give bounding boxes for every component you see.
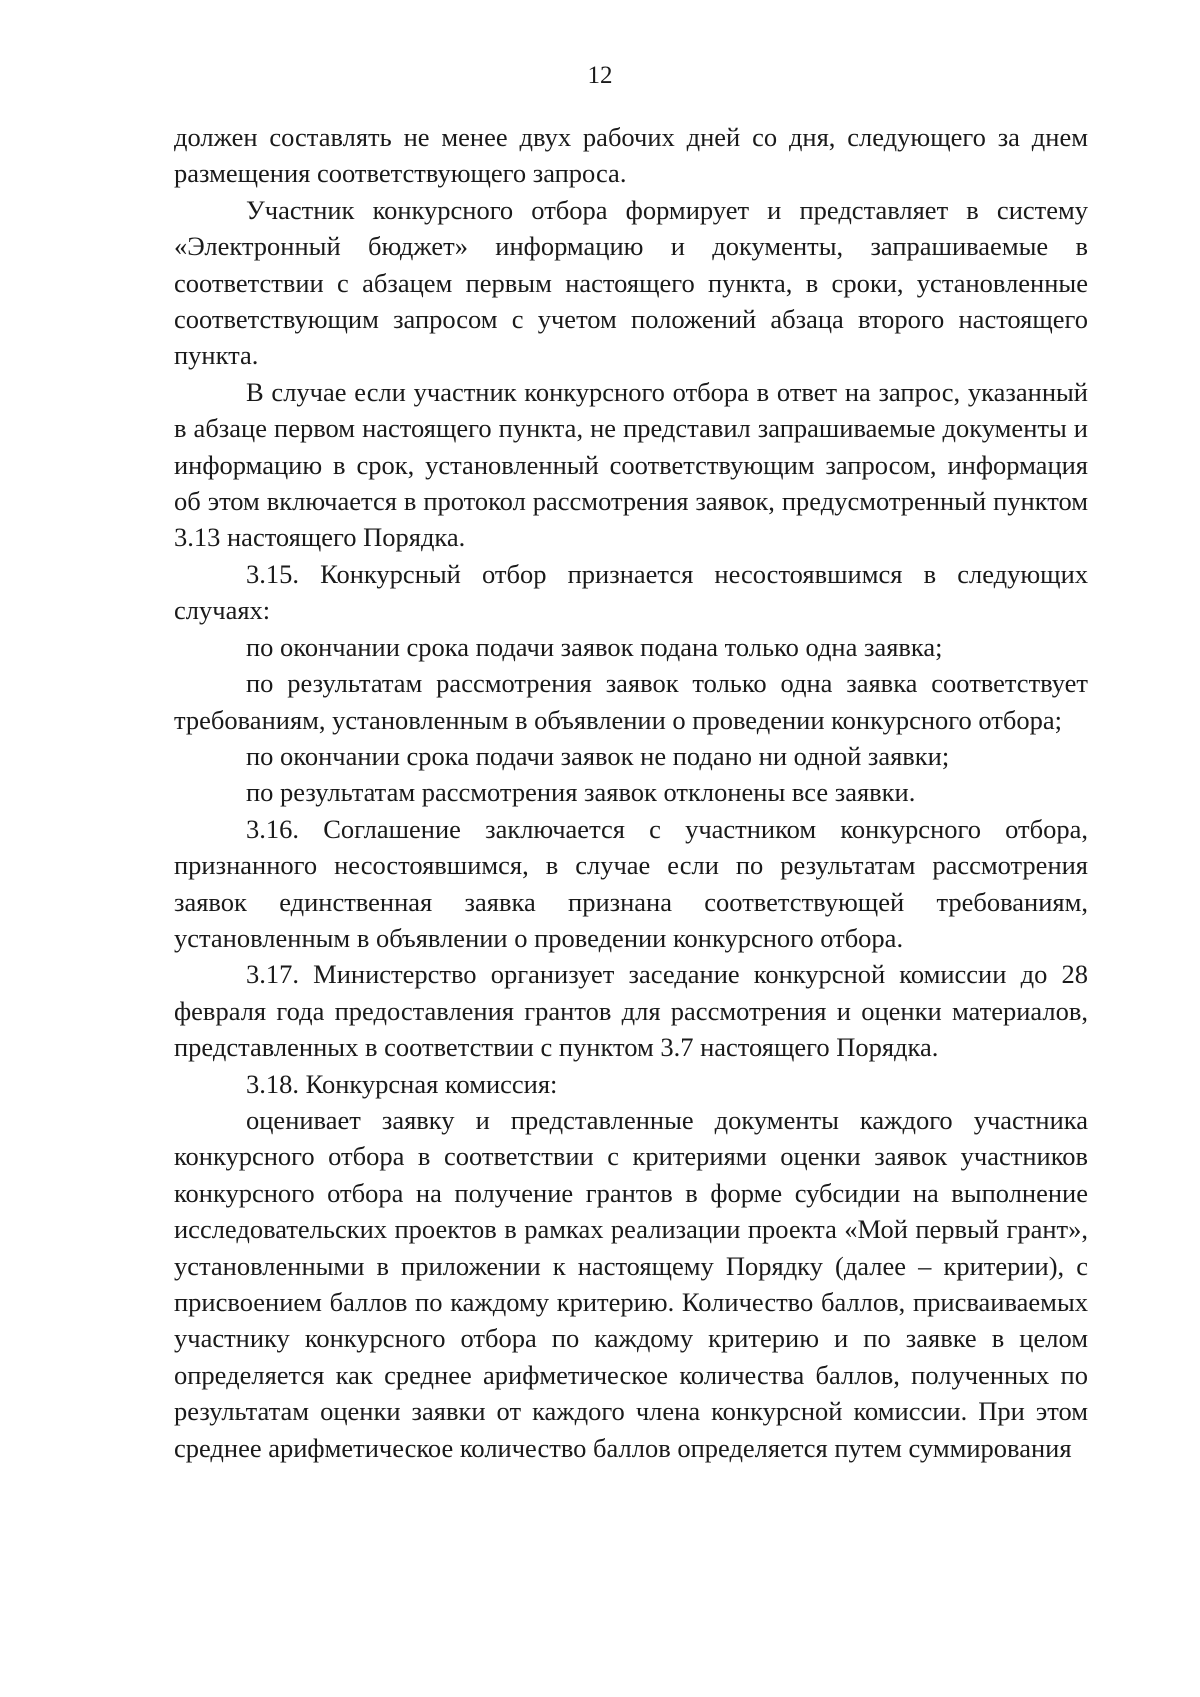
paragraph-3-16: 3.16. Соглашение заключается с участником конкурсного отбора, признанного несостоявшимся, в случае если по результатам рассмотрения заявок единственная заявка признана соответствующей требованиям, установленным в объявлении о проведении конкурсного отбора. bbox=[174, 813, 1088, 953]
list-item-no-applications: по окончании срока подачи заявок не подано ни одной заявки; bbox=[246, 740, 950, 771]
paragraph-3-15: 3.15. Конкурсный отбор признается несостоявшимся в следующих случаях: bbox=[174, 558, 1088, 626]
page-number: 12 bbox=[587, 62, 613, 89]
paragraph-not-submitted: В случае если участник конкурсного отбора в ответ на запрос, указанный в абзаце первом настоящего пункта, не представил запрашиваемые документы и информацию в срок, установленный соответствующим запросом, информация об этом включается в протокол рассмотрения заявок, предусмотренный пунктом 3.13 настоящего Порядка. bbox=[174, 376, 1088, 553]
paragraph-3-17: 3.17. Министерство организует заседание конкурсной комиссии до 28 февраля года предоставления грантов для рассмотрения и оценки материалов, представленных в соответствии с пунктом 3.7 настоящего Порядка. bbox=[174, 959, 1088, 1063]
paragraph-participant-submits: Участник конкурсного отбора формирует и представляет в систему «Электронный бюджет» информацию и документы, запрашиваемые в соответствии с абзацем первым настоящего пункта, в сроки, установленные соответствующим запросом с учетом положений абзаца второго настоящего пункта. bbox=[174, 194, 1088, 371]
list-item-one-compliant: по результатам рассмотрения заявок только одна заявка соответствует требованиям, установленным в объявлении о проведении конкурсного отбора; bbox=[174, 668, 1088, 735]
paragraph-continuation: должен составлять не менее двух рабочих дней со дня, следующего за днем размещения соответствующего запроса. bbox=[174, 122, 1088, 189]
paragraph-3-18: 3.18. Конкурсная комиссия: bbox=[246, 1068, 558, 1099]
paragraph-evaluation: оценивает заявку и представленные документы каждого участника конкурсного отбора в соответствии с критериями оценки заявок участников конкурсного отбора на получение грантов в форме субсидии на выполнение исследовательских проектов в рамках реализации проекта «Мой первый грант», установленными в приложении к настоящему Порядку (далее – критерии), с присвоением баллов по каждому критерию. Количество баллов, присваиваемых участнику конкурсного отбора по каждому критерию и по заявке в целом определяется как среднее арифметическое количества баллов, полученных по результатам оценки заявки от каждого члена конкурсной комиссии. При этом среднее арифметическое количество баллов определяется путем суммирования bbox=[174, 1104, 1088, 1463]
list-item-one-application: по окончании срока подачи заявок подана только одна заявка; bbox=[246, 631, 943, 662]
document-body bbox=[174, 119, 1088, 1466]
list-item-all-rejected: по результатам рассмотрения заявок отклонены все заявки. bbox=[246, 777, 916, 808]
